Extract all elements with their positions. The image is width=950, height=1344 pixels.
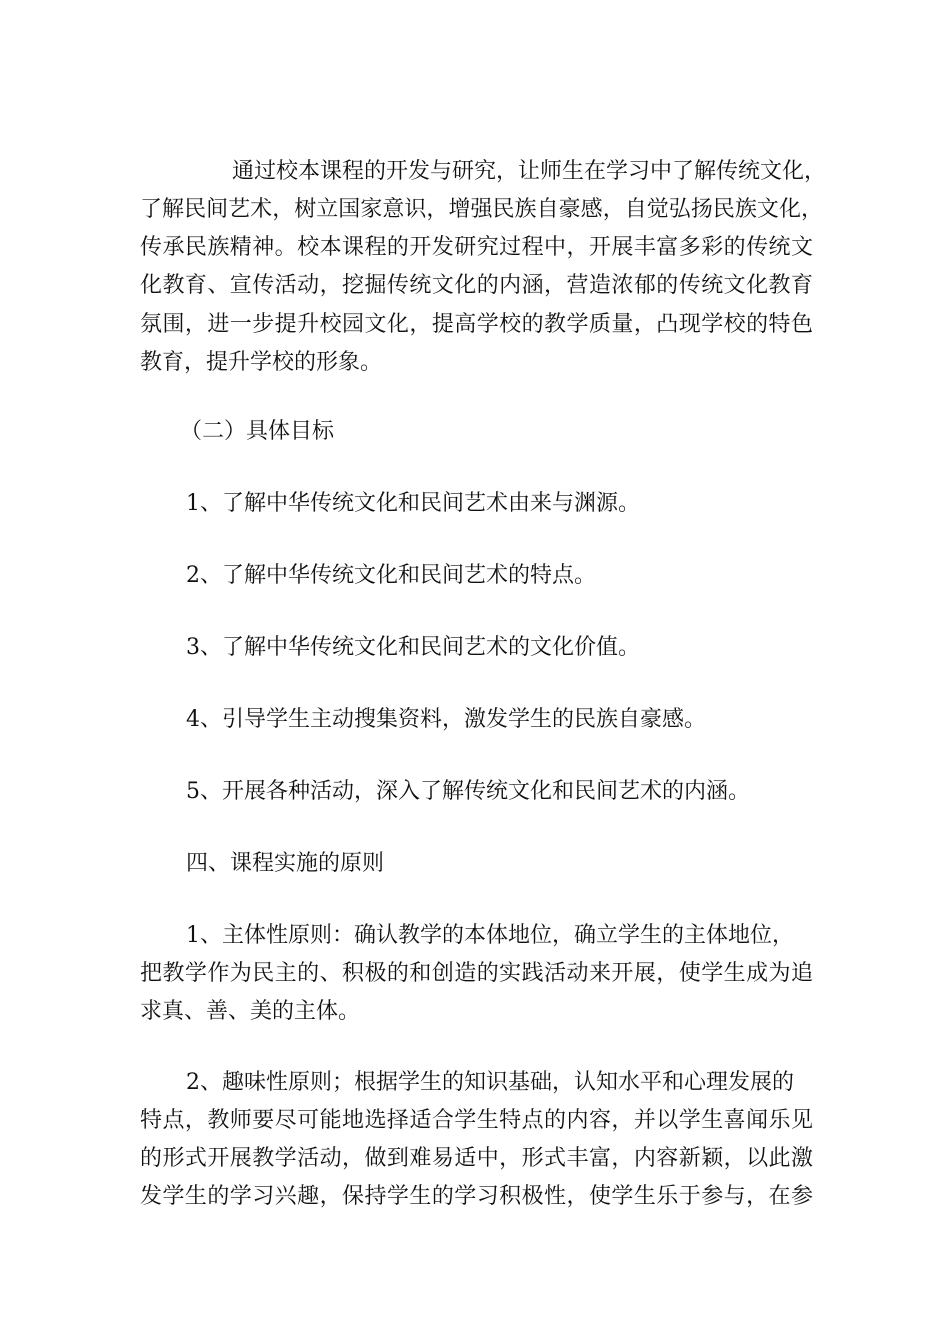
list-item: 5、开展各种活动，深入了解传统文化和民间艺术的内涵。 [186,779,750,804]
text-line: 教育，提升学校的形象。 [140,350,383,375]
list-item: 2、了解中华传统文化和民间艺术的特点。 [186,563,596,588]
text-line: 1、主体性原则：确认教学的本体地位，确立学生的主体地位， [186,923,794,948]
text-line: 特点，教师要尽可能地选择适合学生特点的内容，并以学生喜闻乐见 [140,1108,813,1133]
text-line: 2、趣味性原则；根据学生的知识基础，认知水平和心理发展的 [186,1070,794,1095]
section-heading-implementation-principles: 四、课程实施的原则 [186,851,385,876]
text-line: 传承民族精神。校本课程的开发研究过程中，开展丰富多彩的传统文 [140,235,813,260]
text-line: 把教学作为民主的、积极的和创造的实践活动来开展，使学生成为追 [140,961,813,986]
section-heading-specific-goals: （二）具体目标 [180,419,335,444]
text-line: 求真、善、美的主体。 [140,999,361,1024]
text-line: 了解民间艺术，树立国家意识，增强民族自豪感，自觉弘扬民族文化， [140,197,823,222]
list-item: 1、了解中华传统文化和民间艺术由来与渊源。 [186,491,640,516]
text-line: 氛围，进一步提升校园文化，提高学校的教学质量，凸现学校的特色 [140,312,813,337]
list-item: 3、了解中华传统文化和民间艺术的文化价值。 [186,635,640,660]
list-item: 4、引导学生主动搜集资料，激发学生的民族自豪感。 [186,707,706,732]
text-line: 通过校本课程的开发与研究，让师生在学习中了解传统文化， [232,159,827,184]
text-line: 化教育、宣传活动，挖掘传统文化的内涵，营造浓郁的传统文化教育 [140,273,813,298]
text-line: 发学生的学习兴趣，保持学生的学习积极性，使学生乐于参与，在参 [140,1184,813,1209]
text-line: 的形式开展教学活动，做到难易适中，形式丰富，内容新颖，以此激 [140,1146,813,1171]
